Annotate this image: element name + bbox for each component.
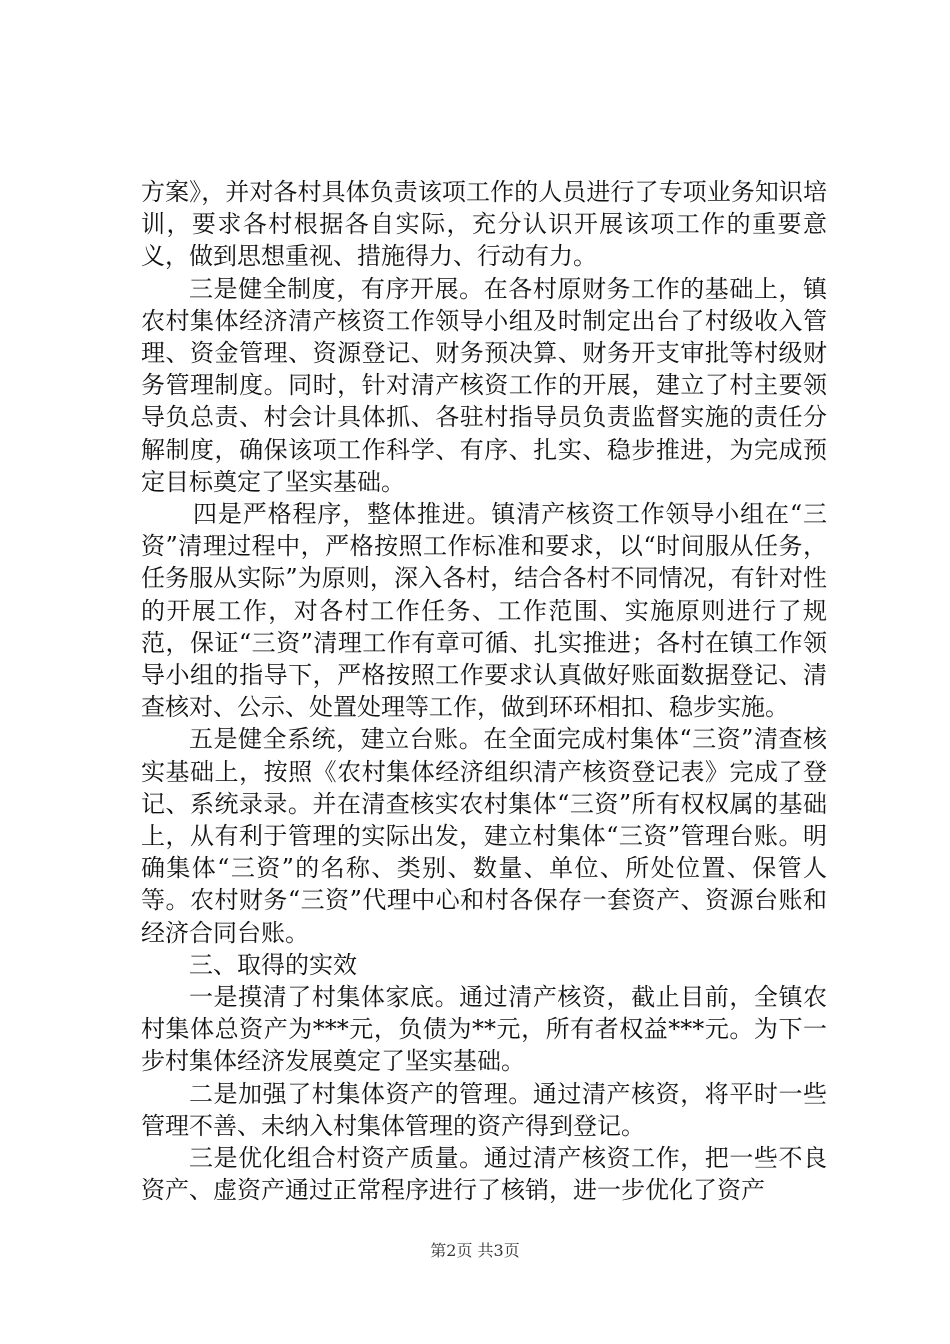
paragraph-continuation: 方案》，并对各村具体负责该项工作的人员进行了专项业务知识培训，要求各村根据各自实际，充分认识开展该项工作的重要意义，做到思想重视、措施得力、行动有力。 [141, 178, 827, 271]
document-body [141, 176, 827, 1207]
paragraph-management-strengthened: 二是加强了村集体资产的管理。通过清产核资，将平时一些管理不善、未纳入村集体管理的资产得到登记。 [141, 1079, 827, 1140]
paragraph-asset-quality: 三是优化组合村资产质量。通过清产核资工作，把一些不良资产、虚资产通过正常程序进行了核销，进一步优化了资产 [141, 1144, 827, 1205]
paragraph-strict-procedure: 四是严格程序，整体推进。镇清产核资工作领导小组在“三资”清理过程中，严格按照工作标准和要求，以“时间服从任务，任务服从实际”为原则，深入各村，结合各村不同情况，有针对性的开展工作，对各村工作任务、工作范围、实施原则进行了规范，保证“三资”清理工作有章可循、扎实推进；各村在镇工作领导小组的指导下，严格按照工作要求认真做好账面数据登记、清查核对、公示、处置处理等工作，做到环环相扣、稳步实施。 [141, 500, 827, 722]
section-heading-results: 三、取得的实效 [189, 950, 357, 979]
paragraph-assets-clarified: 一是摸清了村集体家底。通过清产核资，截止目前，全镇农村集体总资产为***元，负债为**元，所有者权益***元。为下一步村集体经济发展奠定了坚实基础。 [141, 983, 827, 1076]
page-number-footer: 第2页 共3页 [430, 1241, 520, 1260]
paragraph-ledger: 五是健全系统，建立台账。在全面完成村集体“三资”清查核实基础上，按照《农村集体经济组织清产核资登记表》完成了登记、系统录录。并在清查核实农村集体“三资”所有权权属的基础上，从有利于管理的实际出发，建立村集体“三资”管理台账。明确集体“三资”的名称、类别、数量、单位、所处位置、保管人等。农村财务“三资”代理中心和村各保存一套资产、资源台账和经济合同台账。 [141, 725, 827, 947]
paragraph-system-building: 三是健全制度，有序开展。在各村原财务工作的基础上，镇农村集体经济清产核资工作领导小组及时制定出台了村级收入管理、资金管理、资源登记、财务预决算、财务开支审批等村级财务管理制度。同时，针对清产核资工作的开展，建立了村主要领导负总责、村会计具体抓、各驻村指导员负责监督实施的责任分解制度，确保该项工作科学、有序、扎实、稳步推进，为完成预定目标奠定了坚实基础。 [141, 274, 827, 496]
